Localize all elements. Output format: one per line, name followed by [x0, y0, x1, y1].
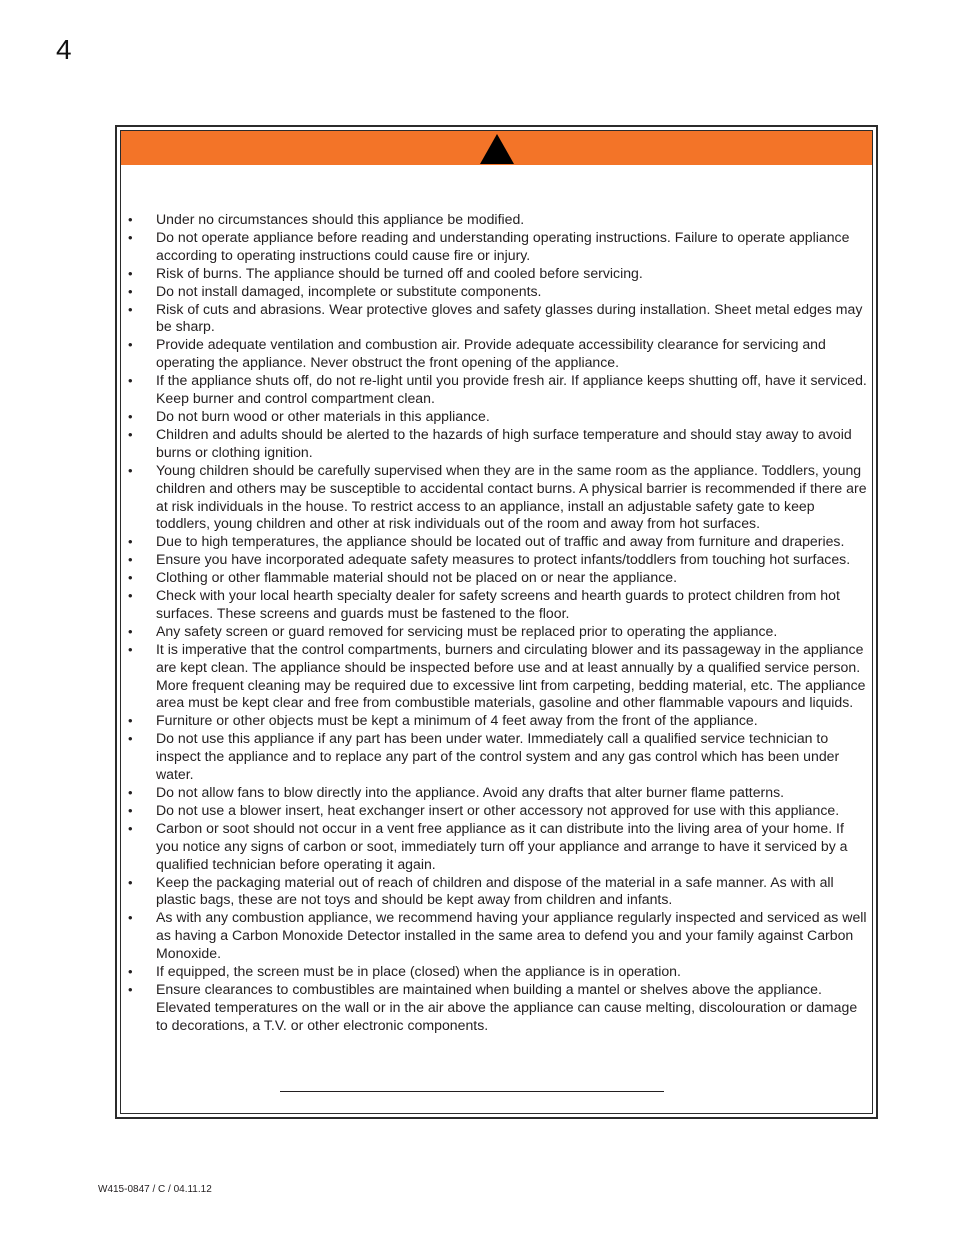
warning-item [124, 265, 870, 283]
warning-item-text: If the appliance shuts off, do not re-light until you provide fresh air. If appliance keeps shutting off, have it serviced. Keep burner and control compartment clean. [156, 372, 867, 407]
warning-item-text: It is imperative that the control compartments, burners and circulating blower and its passageway in the appliance are kept clean. The appliance should be inspected before use and at least annually by a qualified service person. More frequent cleaning may be required due to excessive lint from carpeting, bedding material, etc. The appliance area must be kept clear and free from combustible materials, gasoline and other flammable vapours and liquids. [156, 640, 866, 711]
bullet-icon: • [128, 820, 133, 836]
warning-item-text: Under no circumstances should this appliance be modified. [156, 211, 525, 227]
warning-item-text: Do not install damaged, incomplete or substitute components. [156, 282, 542, 299]
warning-item-text: Do not operate appliance before reading and understanding operating instructions. Failure to operate appliance according to operating instructions could cause fire or injury. [156, 228, 850, 263]
warning-item [124, 909, 870, 963]
bullet-icon: • [128, 964, 133, 980]
warning-inner-frame [120, 130, 873, 1114]
bullet-icon: • [128, 229, 133, 245]
warning-item [124, 408, 870, 426]
warning-triangle-icon [480, 134, 514, 164]
warning-item-text: Do not allow fans to blow directly into the appliance. Avoid any drafts that alter burner flame patterns. [156, 784, 785, 800]
bullet-icon: • [128, 283, 133, 299]
warning-item [124, 623, 870, 641]
warning-item [124, 372, 870, 408]
bullet-icon: • [128, 785, 133, 800]
warning-item [124, 533, 870, 551]
bullet-icon: • [128, 301, 133, 317]
bullet-icon: • [128, 641, 133, 657]
bullet-icon: • [128, 588, 133, 604]
warning-item-text: Check with your local hearth specialty dealer for safety screens and hearth guards to protect children from hot surfaces. These screens and guards must be fastened to the floor. [156, 587, 840, 621]
warning-item-text: Risk of cuts and abrasions. Wear protective gloves and safety glasses during installation. Sheet metal edges may be sharp. [156, 300, 863, 335]
document-code: W415-0847 / C / 04.11.12 [98, 1184, 212, 1195]
warning-item-text: Ensure you have incorporated adequate safety measures to protect infants/toddlers from touching hot surfaces. [156, 551, 851, 568]
warning-item [124, 712, 870, 730]
warning-item [124, 874, 870, 910]
bullet-icon: • [128, 623, 133, 639]
signature-line [280, 1091, 664, 1092]
page-number: 4 [56, 34, 72, 65]
warning-item [124, 426, 870, 462]
warning-item [124, 211, 870, 229]
bullet-icon: • [128, 981, 133, 997]
warning-item [124, 802, 870, 820]
warning-item-text: As with any combustion appliance, we recommend having your appliance regularly inspected and serviced as well as having a Carbon Monoxide Detector installed in the same area to defend you and your family against Carbon Monoxide. [156, 909, 867, 962]
warning-item-text: Do not use this appliance if any part has been under water. Immediately call a qualified service technician to inspect the appliance and to replace any part of the control system and any gas control which has been under water. [156, 730, 840, 783]
warning-item [124, 784, 870, 802]
bullet-icon: • [128, 265, 133, 281]
warning-item [124, 301, 870, 337]
bullet-icon: • [128, 910, 133, 926]
bullet-icon: • [128, 462, 133, 478]
warning-item [124, 641, 870, 713]
warning-item-text: Carbon or soot should not occur in a vent free appliance as it can distribute into the living area of your home. If you notice any signs of carbon or soot, immediately turn off your appliance and arrange to have it serviced by a qualified technician before operating it again. [156, 819, 848, 872]
warning-item [124, 730, 870, 784]
warning-item-text: Provide adequate ventilation and combustion air. Provide adequate accessibility clearance for servicing and operating the appliance. Never obstruct the front opening of the appliance. [156, 336, 826, 371]
warning-item-text: Do not use a blower insert, heat exchanger insert or other accessory not approved for use with this appliance. [156, 801, 840, 818]
warning-item [124, 963, 870, 981]
warning-item [124, 336, 870, 372]
warning-item-text: Do not burn wood or other materials in this appliance. [156, 407, 490, 424]
warning-item-text: Young children should be carefully supervised when they are in the same room as the appliance. Toddlers, young children and others may be susceptible to accidental contact burns. A physical barrier is recommended if there are at risk individuals in the house. To restrict access to an appliance, install an adjustable safety gate to keep toddlers, young children and other at risk individuals out of the room and away from hot surfaces. [156, 461, 867, 532]
bullet-icon: • [128, 373, 133, 389]
bullet-icon: • [128, 713, 133, 729]
warning-item [124, 462, 870, 534]
warning-item-text: Clothing or other flammable material should not be placed on or near the appliance. [156, 569, 678, 586]
bullet-icon: • [128, 337, 133, 353]
warning-item [124, 551, 870, 569]
bullet-icon: • [128, 408, 133, 424]
bullet-icon: • [128, 426, 133, 442]
warning-item-text: If equipped, the screen must be in place (closed) when the appliance is in operation. [156, 963, 681, 980]
bullet-icon: • [128, 802, 133, 818]
warning-item [124, 229, 870, 265]
bullet-icon: • [128, 874, 133, 890]
warning-item-text: Any safety screen or guard removed for servicing must be replaced prior to operating the appliance. [156, 622, 778, 639]
warning-item [124, 587, 870, 623]
warning-item-text: Due to high temperatures, the appliance should be located out of traffic and away from furniture and draperies. [156, 533, 845, 550]
warning-box [115, 125, 878, 1119]
warning-item-text: Children and adults should be alerted to the hazards of high surface temperature and should stay away to avoid burns or clothing ignition. [156, 425, 852, 460]
bullet-icon: • [128, 731, 133, 747]
bullet-icon: • [128, 570, 133, 586]
bullet-icon: • [128, 552, 133, 568]
warning-list [124, 211, 870, 1035]
warning-item-text: Risk of burns. The appliance should be turned off and cooled before servicing. [156, 264, 643, 281]
bullet-icon: • [128, 212, 133, 227]
warning-item-text: Ensure clearances to combustibles are maintained when building a mantel or shelves above the appliance. Elevated temperatures on the wall or in the air above the appliance can cause melting, discolouration or damage to decorations, a T.V. or other electronic components. [156, 980, 858, 1033]
bullet-icon: • [128, 534, 133, 550]
warning-item [124, 283, 870, 301]
warning-item [124, 820, 870, 874]
warning-item-text: Furniture or other objects must be kept a minimum of 4 feet away from the front of the appliance. [156, 712, 758, 729]
warning-item [124, 981, 870, 1035]
warning-item-text: Keep the packaging material out of reach of children and dispose of the material in a safe manner. As with all plastic bags, these are not toys and should be kept away from children and infants. [156, 873, 834, 908]
warning-banner [121, 131, 872, 165]
warning-item [124, 569, 870, 587]
